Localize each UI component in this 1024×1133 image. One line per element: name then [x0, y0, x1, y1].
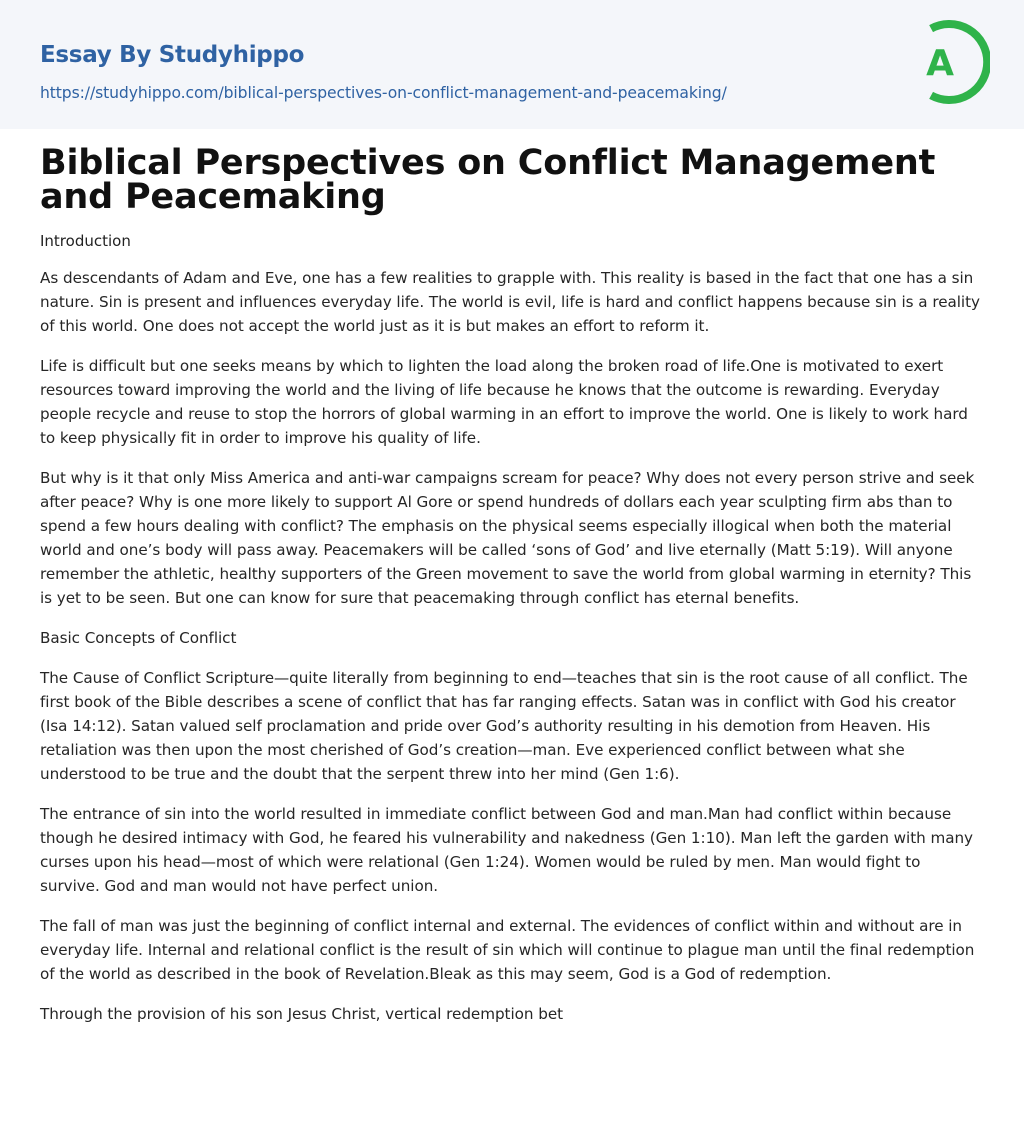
paragraph: The entrance of sin into the world resulted in immediate conflict between God and man.Man had conflict within because though he desired intimacy with God, he feared his vulnerability and nakedness (Gen 1:10). Man left the garden with many curses upon his head—most of which were relational (Gen 1:24). Women would be ruled by men. Man would fight to survive. God and man would not have perfect union.: [40, 805, 973, 895]
paragraph: As descendants of Adam and Eve, one has a few realities to grapple with. This reality is based in the fact that one has a sin nature. Sin is present and influences everyday life. The world is evil, life is hard and conflict happens because sin is a reality of this world. One does not accept the world just as it is but makes an effort to reform it.: [40, 269, 980, 335]
site-header: [0, 0, 1024, 129]
studyhippo-logo-icon[interactable]: [910, 18, 990, 106]
article: [40, 143, 984, 1026]
section-heading-introduction: Introduction: [40, 232, 131, 250]
paragraph: Life is difficult but one seeks means by which to lighten the load along the broken road of life.One is motivated to exert resources toward improving the world and the living of life because he knows that the outcome is rewarding. Everyday people recycle and reuse to stop the horrors of global warming in an effort to improve the world. One is likely to work hard to keep physically fit in order to improve his quality of life.: [40, 357, 968, 447]
page-url-link[interactable]: https://studyhippo.com/biblical-perspectives-on-conflict-management-and-peacemaking/: [40, 84, 727, 102]
paragraph: The fall of man was just the beginning of conflict internal and external. The evidences of conflict within and without are in everyday life. Internal and relational conflict is the result of sin which will continue to plague man until the final redemption of the world as described in the book of Revelation.Bleak as this may seem, God is a God of redemption.: [40, 917, 975, 983]
paragraph: But why is it that only Miss America and anti-war campaigns scream for peace? Why does not every person strive and seek after peace? Why is one more likely to support Al Gore or spend hundreds of dollars each year sculpting firm abs than to spend a few hours dealing with conflict? The emphasis on the physical seems especially illogical when both the material world and one’s body will pass away. Peacemakers will be called ‘sons of God’ and live eternally (Matt 5:19). Will anyone remember the athletic, healthy supporters of the Green movement to save the world from global warming in eternity? This is yet to be seen. But one can know for sure that peacemaking through conflict has eternal benefits.: [40, 469, 975, 607]
paragraph: The Cause of Conflict Scripture—quite literally from beginning to end—teaches that sin is the root cause of all conflict. The first book of the Bible describes a scene of conflict that has far ranging effects. Satan was in conflict with God his creator (Isa 14:12). Satan valued self proclamation and pride over God’s authority resulting in his demotion from Heaven. His retaliation was then upon the most cherished of God’s creation—man. Eve experienced conflict between what she understood to be true and the doubt that the serpent threw into her mind (Gen 1:6).: [40, 669, 968, 783]
page-title: Biblical Perspectives on Conflict Management and Peacemaking: [40, 143, 936, 217]
site-title-link[interactable]: Essay By Studyhippo: [40, 42, 305, 68]
section-heading-basic-concepts: Basic Concepts of Conflict: [40, 629, 237, 647]
paragraph-truncated: Through the provision of his son Jesus Christ, vertical redemption bet: [40, 1005, 564, 1023]
logo-letter: A: [926, 43, 954, 84]
